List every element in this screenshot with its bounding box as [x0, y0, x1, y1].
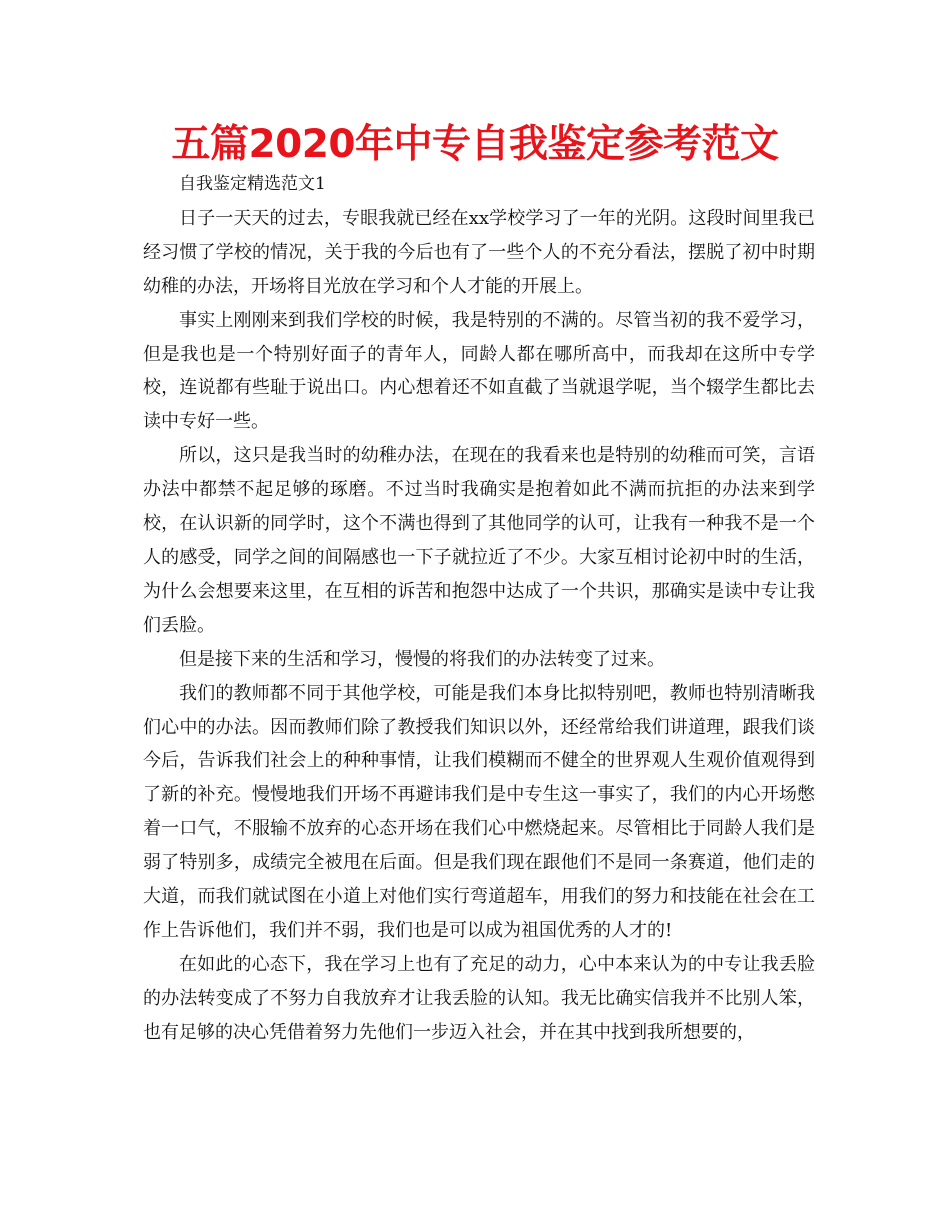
body-paragraph: 但是接下来的生活和学习，慢慢的将我们的办法转变了过来。: [179, 648, 665, 670]
section-heading: 自我鉴定精选范文1: [179, 174, 326, 194]
body-paragraph: 事实上刚刚来到我们学校的时候，我是特别的不满的。尽管当初的我不爱学习，但是我也是一个特别好面子的青年人，同龄人都在哪所高中，而我却在这所中专学校，连说都有些耻于说出口。内心想着还不如直截了当就退学呢，当个辍学生都比去读中专好一些。: [143, 309, 815, 433]
document-body: [143, 168, 815, 1050]
body-paragraph: 日子一天天的过去，专眼我就已经在xx学校学习了一年的光阴。这段时间里我已经习惯了学校的情况，关于我的今后也有了一些个人的不充分看法，摆脱了初中时期幼稚的办法，开场将目光放在学习和个人才能的开展上。: [143, 207, 815, 297]
body-paragraph: 我们的教师都不同于其他学校，可能是我们本身比拟特别吧，教师也特别清晰我们心中的办法。因而教师们除了教授我们知识以外，还经常给我们讲道理，跟我们谈今后，告诉我们社会上的种种事情，让我们模糊而不健全的世界观人生观价值观得到了新的补充。慢慢地我们开场不再避讳我们是中专生这一事实了，我们的内心开场憋着一口气，不服输不放弃的心态开场在我们心中燃烧起来。尽管相比于同龄人我们是弱了特别多，成绩完全被甩在后面。但是我们现在跟他们不是同一条赛道，他们走的大道，而我们就试图在小道上对他们实行弯道超车，用我们的努力和技能在社会在工作上告诉他们，我们并不弱，我们也是可以成为祖国优秀的人才的!: [143, 682, 815, 941]
body-paragraph: 在如此的心态下，我在学习上也有了充足的动力，心中本来认为的中专让我丢脸的办法转变成了不努力自我放弃才让我丢脸的认知。我无比确实信我并不比别人笨，也有足够的决心凭借着努力先他们一步迈入社会，并在其中找到我所想要的，: [143, 953, 815, 1043]
body-paragraph: 所以，这只是我当时的幼稚办法，在现在的我看来也是特别的幼稚而可笑，言语办法中都禁不起足够的琢磨。不过当时我确实是抱着如此不满而抗拒的办法来到学校，在认识新的同学时，这个不满也得到了其他同学的认可，让我有一种我不是一个人的感受，同学之间的间隔感也一下子就拉近了不少。大家互相讨论初中时的生活，为什么会想要来这里，在互相的诉苦和抱怨中达成了一个共识，那确实是读中专让我们丢脸。: [143, 445, 815, 636]
document-title: 五篇2020年中专自我鉴定参考范文: [171, 122, 779, 167]
